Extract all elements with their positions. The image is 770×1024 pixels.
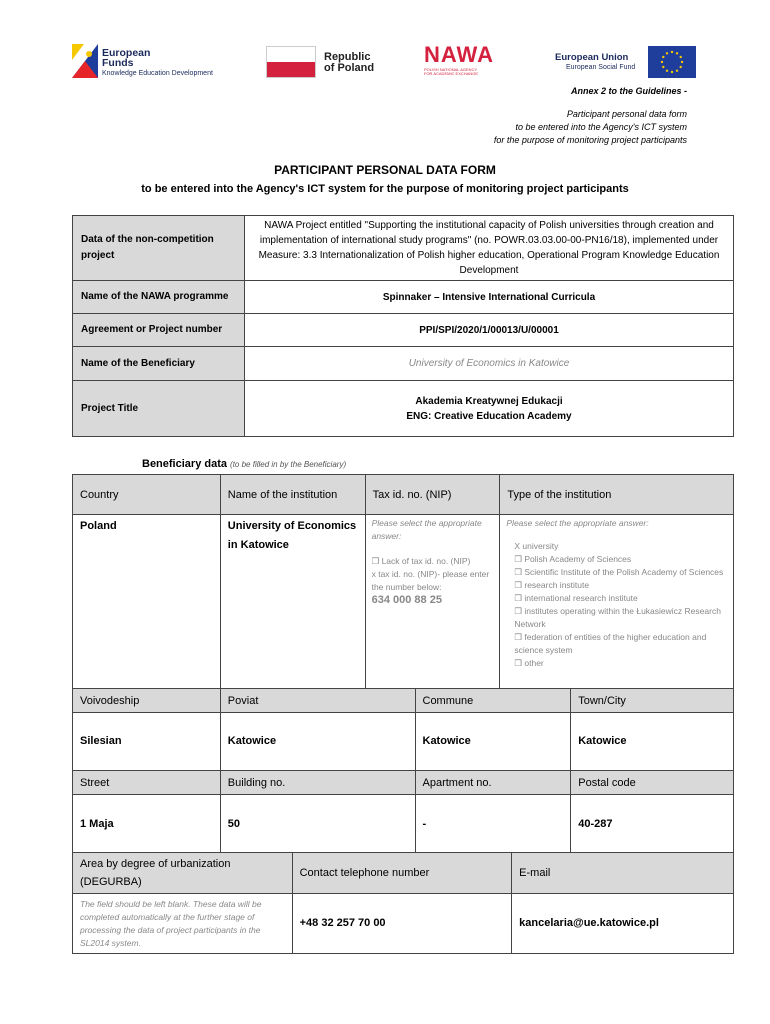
eu-flag-icon [648,46,696,78]
type-option[interactable]: ❒ Scientific Institute of the Polish Academy of Sciences [514,567,724,577]
type-option[interactable]: ❒ Polish Academy of Sciences [514,554,632,564]
building-value: 50 [220,795,415,855]
republic-of-poland-logo: Republic of Poland [266,42,386,82]
postal-value: 40-287 [571,795,734,855]
header-degurba: Area by degree of urbanization (DEGURBA) [73,853,293,894]
annex-subtitle: Participant personal data form to be entered into the Agency's ICT system for the purpose of monitoring project participants [493,109,687,145]
header-building: Building no. [220,771,415,795]
voivodeship-value: Silesian [73,713,221,771]
european-funds-icon [72,44,98,78]
field-label: Name of the NAWA programme [73,281,245,314]
commune-value: Katowice [415,713,571,771]
header-voivodeship: Voivodeship [73,689,221,713]
type-option[interactable]: ❒ institutes operating within the Łukasiewicz Research Network [514,606,721,629]
contact-table [72,852,734,954]
header-type: Type of the institution [500,475,734,515]
country-value: Poland [73,515,221,689]
field-value: Spinnaker – Intensive International Curricula [245,281,734,314]
nip-option-none[interactable]: ❒ Lack of tax id. no. (NIP) [371,556,471,566]
degurba-note: The field should be left blank. These data will be completed automatically at the further stage of processing the data of project participants in the SL2014 system. [73,894,293,954]
table-row [73,894,734,954]
type-option[interactable]: ❒ international research institute [514,593,638,603]
field-label: Name of the Beneficiary [73,347,245,381]
table-row [73,347,734,381]
apartment-value: - [415,795,571,855]
header-apartment: Apartment no. [415,771,571,795]
town-value: Katowice [571,713,734,771]
project-table [72,215,734,437]
table-row [73,771,734,795]
table-row [73,515,734,689]
header-phone: Contact telephone number [292,853,512,894]
header-town: Town/City [571,689,734,713]
beneficiary-table [72,474,734,855]
table-row [73,216,734,281]
header-street: Street [73,771,221,795]
nawa-logo: NAWA POLISH NATIONAL AGENCY FOR ACADEMIC EXCHANGE [424,42,494,76]
field-value: PPI/SPI/2020/1/00013/U/00001 [245,314,734,347]
field-label: Data of the non-competition project [73,216,245,281]
poland-flag-icon [266,46,316,78]
type-option[interactable]: ❒ research institute [514,580,590,590]
header-postal: Postal code [571,771,734,795]
form-title: PARTICIPANT PERSONAL DATA FORM [274,163,496,177]
type-option[interactable]: ❒ other [514,658,544,668]
type-hint: Please select the appropriate answer: [506,518,649,528]
logo-bar [72,42,702,84]
header-institution: Name of the institution [220,475,365,515]
table-row [73,853,734,894]
phone-value: +48 32 257 70 00 [292,894,512,954]
institution-value: University of Economics in Katowice [220,515,365,689]
type-option[interactable]: X university [514,541,559,551]
header-email: E-mail [512,853,734,894]
poviat-value: Katowice [220,713,415,771]
annex-note: Annex 2 to the Guidelines - [570,86,687,96]
nip-hint: Please select the appropriate answer: [371,518,482,541]
table-row [73,475,734,515]
field-label: Project Title [73,381,245,437]
beneficiary-heading: Beneficiary data (to be filled in by the Beneficiary) [142,458,347,470]
table-row [73,689,734,713]
header-country: Country [73,475,221,515]
header-commune: Commune [415,689,571,713]
header-poviat: Poviat [220,689,415,713]
header-nip: Tax id. no. (NIP) [365,475,500,515]
form-subtitle: to be entered into the Agency's ICT system for the purpose of monitoring project participants [141,183,629,195]
field-label: Agreement or Project number [73,314,245,347]
email-value: kancelaria@ue.katowice.pl [512,894,734,954]
european-union-logo: European Union European Social Fund [552,42,702,82]
nip-value: 634 000 88 25 [371,594,442,606]
nip-cell [365,515,500,689]
table-row [73,281,734,314]
field-value: University of Economics in Katowice [245,347,734,381]
type-cell [500,515,734,689]
field-value: NAWA Project entitled "Supporting the institutional capacity of Polish universities through creation and implementation of international study programs" (no. POWR.03.03.00-00-PN16/18), implemented under Measure: 3.3 Internationalization of Polish higher education, Operational Program Knowledge Education Development [245,216,734,281]
nip-option-number[interactable]: x tax id. no. (NIP)- please enter the number below: [371,569,490,592]
type-option[interactable]: ❒ federation of entities of the higher education and science system [514,632,707,655]
european-funds-logo: European Funds Knowledge Education Development [72,42,222,82]
table-row [73,795,734,855]
field-value: Akademia Kreatywnej Edukacji ENG: Creative Education Academy [245,381,734,437]
table-row [73,713,734,771]
street-value: 1 Maja [73,795,221,855]
table-row [73,381,734,437]
table-row [73,314,734,347]
